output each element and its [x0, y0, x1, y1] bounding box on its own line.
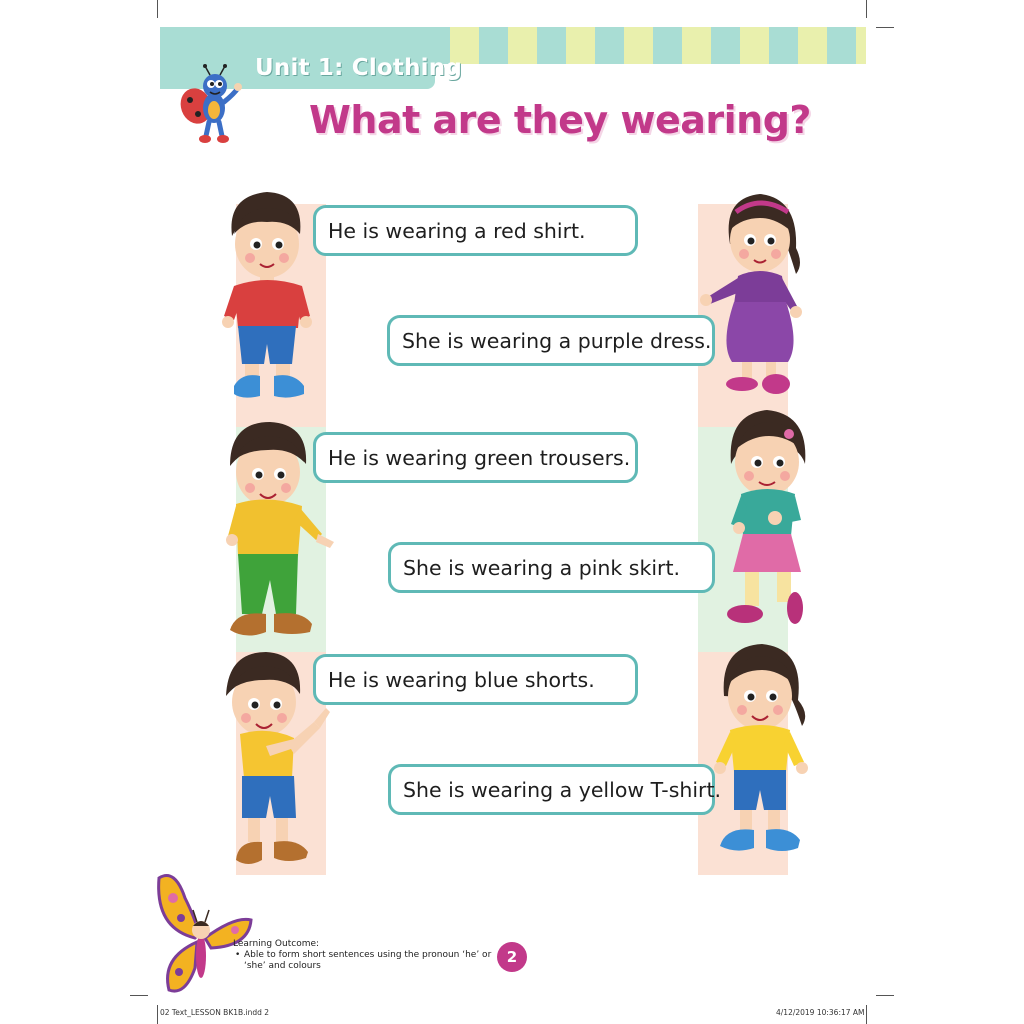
header-stripe	[624, 27, 653, 64]
crop-mark	[876, 27, 894, 28]
learning-outcome-text: • Able to form short sentences using the pronoun ‘he’ or ‘she’ and colours	[233, 950, 494, 972]
sentence-bubble-6: She is wearing a yellow T-shirt.	[388, 764, 715, 815]
crop-mark	[157, 1005, 158, 1024]
header-stripe	[769, 27, 798, 64]
header-stripe	[537, 27, 566, 64]
sentence-bubble-1: He is wearing a red shirt.	[313, 205, 638, 256]
learning-outcome	[233, 939, 494, 972]
header-stripe	[566, 27, 595, 64]
header-stripe	[682, 27, 711, 64]
unit-title: Unit 1: Clothing	[255, 55, 462, 81]
crop-mark	[157, 0, 158, 18]
boy-red-shirt-illustration	[212, 186, 322, 418]
page-number: 2	[497, 942, 527, 972]
crop-mark	[866, 0, 867, 18]
sentence-bubble-3: He is wearing green trousers.	[313, 432, 638, 483]
sentence-bubble-2: She is wearing a purple dress.	[387, 315, 715, 366]
slug-file: 02 Text_LESSON BK1B.indd 2	[160, 1008, 270, 1017]
header-stripe	[798, 27, 827, 64]
butterfly-icon	[155, 868, 255, 998]
crop-mark	[876, 995, 894, 996]
header-stripe	[711, 27, 740, 64]
sentence-bubble-4: She is wearing a pink skirt.	[388, 542, 715, 593]
header-stripe	[740, 27, 769, 64]
crop-mark	[130, 995, 148, 996]
girl-pink-skirt-illustration	[719, 404, 817, 634]
ladybug-mascot-icon	[178, 64, 248, 144]
header-stripe	[508, 27, 537, 64]
header-stripe	[595, 27, 624, 64]
header-stripe	[653, 27, 682, 64]
learning-outcome-heading: Learning Outcome:	[233, 939, 320, 949]
girl-yellow-tshirt-illustration	[706, 640, 814, 858]
header-stripe	[479, 27, 508, 64]
sentence-bubble-5: He is wearing blue shorts.	[313, 654, 638, 705]
crop-mark	[866, 1005, 867, 1024]
slug-date: 4/12/2019 10:36:17 AM	[776, 1008, 865, 1017]
header-stripe	[827, 27, 856, 64]
page-title: What are they wearing?	[309, 98, 811, 142]
header-stripe	[856, 27, 866, 64]
girl-purple-dress-illustration	[700, 184, 812, 404]
